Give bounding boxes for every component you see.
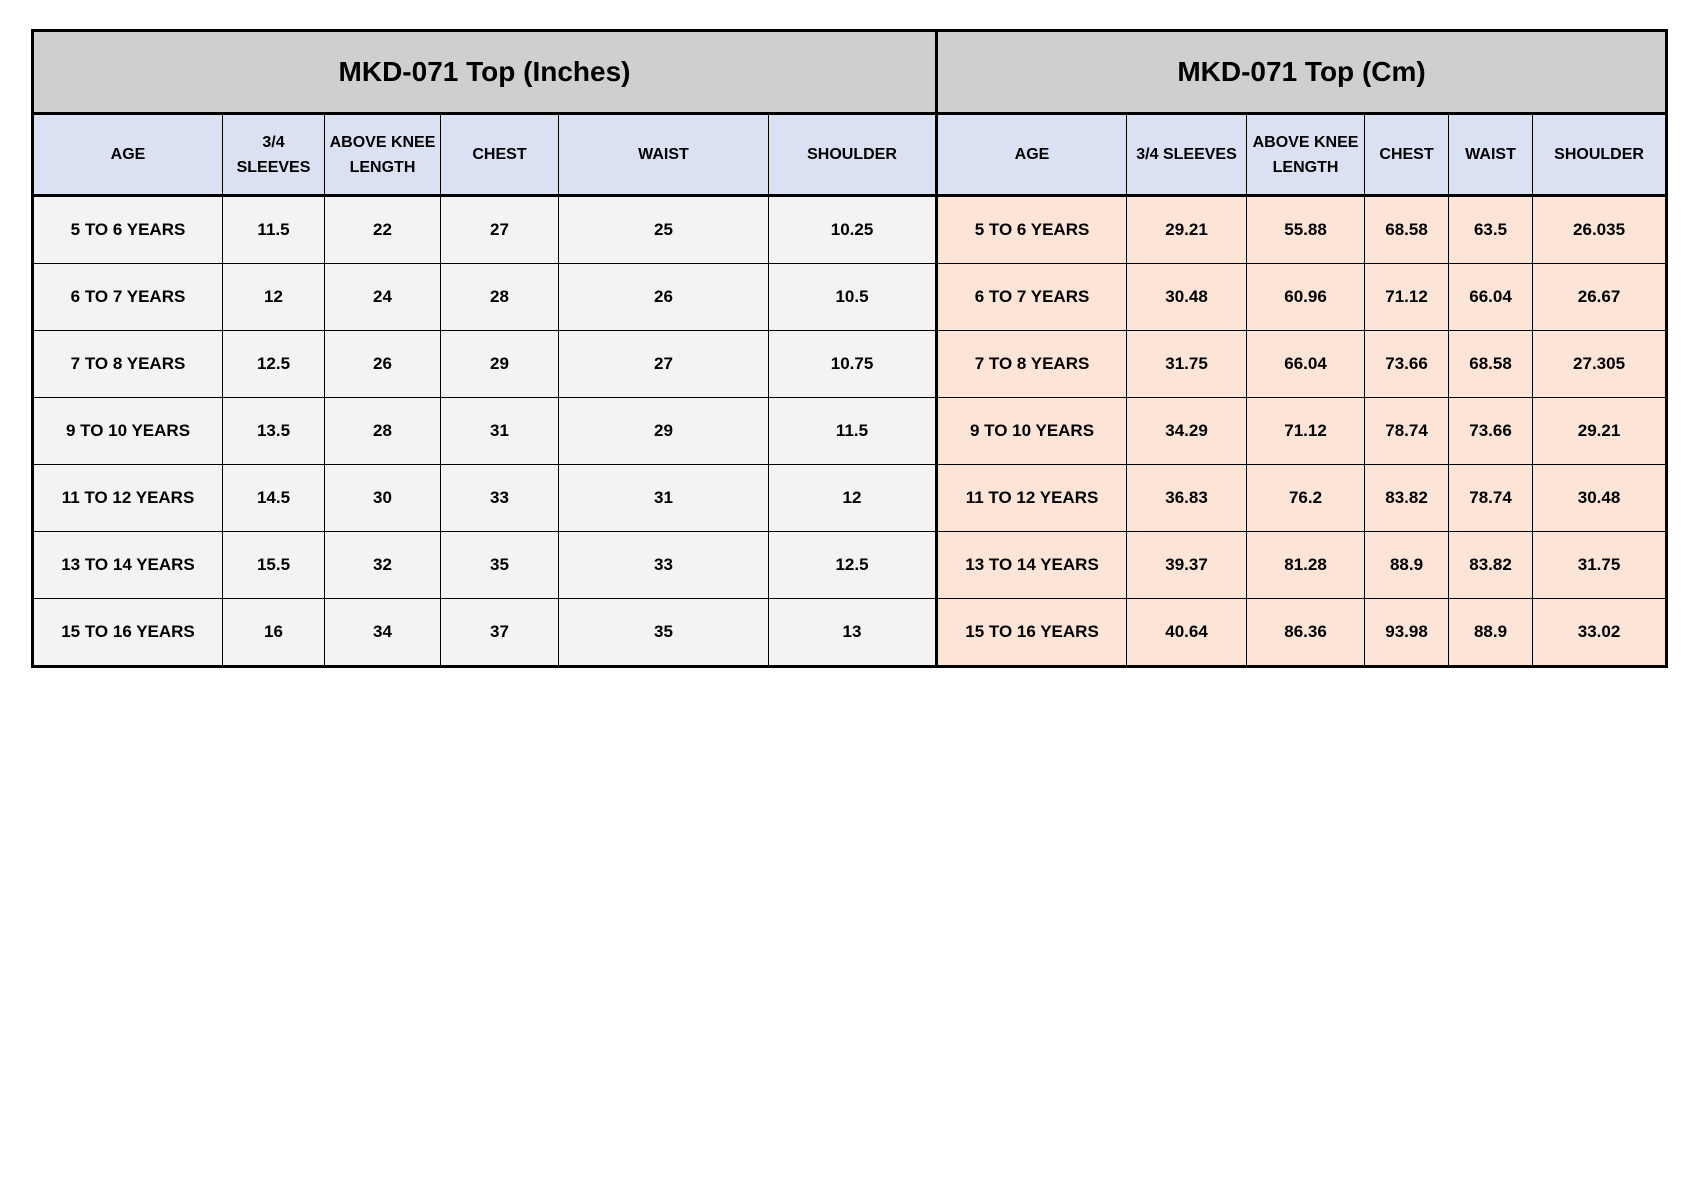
header-cm-age: AGE: [937, 114, 1127, 196]
value-cell-cm: 83.82: [1449, 532, 1533, 599]
header-cm-shoulder: SHOULDER: [1533, 114, 1667, 196]
header-cm-waist: WAIST: [1449, 114, 1533, 196]
age-cell-cm: 15 TO 16 YEARS: [937, 599, 1127, 667]
value-cell-cm: 31.75: [1127, 331, 1247, 398]
value-cell-cm: 78.74: [1365, 398, 1449, 465]
value-cell-inch: 35: [441, 532, 559, 599]
value-cell-inch: 28: [441, 264, 559, 331]
value-cell-inch: 10.5: [769, 264, 937, 331]
table-row: [33, 599, 1667, 667]
column-header-row: [33, 114, 1667, 196]
value-cell-cm: 26.035: [1533, 196, 1667, 264]
table-row: [33, 331, 1667, 398]
value-cell-cm: 27.305: [1533, 331, 1667, 398]
table-row: [33, 264, 1667, 331]
title-row: [33, 31, 1667, 114]
header-cm-above-knee-length: ABOVE KNEE LENGTH: [1247, 114, 1365, 196]
value-cell-inch: 11.5: [769, 398, 937, 465]
value-cell-inch: 16: [223, 599, 325, 667]
value-cell-cm: 66.04: [1247, 331, 1365, 398]
value-cell-cm: 29.21: [1533, 398, 1667, 465]
age-cell-cm: 9 TO 10 YEARS: [937, 398, 1127, 465]
value-cell-inch: 12: [769, 465, 937, 532]
value-cell-inch: 24: [325, 264, 441, 331]
value-cell-inch: 37: [441, 599, 559, 667]
value-cell-inch: 35: [559, 599, 769, 667]
table-row: [33, 532, 1667, 599]
value-cell-inch: 26: [559, 264, 769, 331]
value-cell-cm: 93.98: [1365, 599, 1449, 667]
value-cell-inch: 12.5: [769, 532, 937, 599]
inches-table-title: MKD-071 Top (Inches): [33, 31, 937, 114]
value-cell-cm: 76.2: [1247, 465, 1365, 532]
value-cell-cm: 30.48: [1127, 264, 1247, 331]
value-cell-inch: 15.5: [223, 532, 325, 599]
value-cell-inch: 12: [223, 264, 325, 331]
header-inch-shoulder: SHOULDER: [769, 114, 937, 196]
value-cell-cm: 88.9: [1365, 532, 1449, 599]
value-cell-inch: 13: [769, 599, 937, 667]
value-cell-inch: 22: [325, 196, 441, 264]
value-cell-cm: 86.36: [1247, 599, 1365, 667]
value-cell-inch: 34: [325, 599, 441, 667]
value-cell-cm: 26.67: [1533, 264, 1667, 331]
age-cell-cm: 13 TO 14 YEARS: [937, 532, 1127, 599]
age-cell-cm: 6 TO 7 YEARS: [937, 264, 1127, 331]
header-inch-3-4-sleeves: 3/4 SLEEVES: [223, 114, 325, 196]
cm-table-title: MKD-071 Top (Cm): [937, 31, 1667, 114]
value-cell-inch: 12.5: [223, 331, 325, 398]
age-cell-cm: 11 TO 12 YEARS: [937, 465, 1127, 532]
table-row: [33, 465, 1667, 532]
size-table-body: [33, 196, 1667, 667]
header-inch-age: AGE: [33, 114, 223, 196]
age-cell-inch: 13 TO 14 YEARS: [33, 532, 223, 599]
header-inch-above-knee-length: ABOVE KNEE LENGTH: [325, 114, 441, 196]
value-cell-inch: 33: [559, 532, 769, 599]
value-cell-inch: 25: [559, 196, 769, 264]
table-row: [33, 398, 1667, 465]
header-cm-3-4-sleeves: 3/4 SLEEVES: [1127, 114, 1247, 196]
value-cell-cm: 60.96: [1247, 264, 1365, 331]
value-cell-inch: 26: [325, 331, 441, 398]
value-cell-cm: 78.74: [1449, 465, 1533, 532]
value-cell-cm: 31.75: [1533, 532, 1667, 599]
value-cell-inch: 32: [325, 532, 441, 599]
value-cell-cm: 39.37: [1127, 532, 1247, 599]
value-cell-inch: 11.5: [223, 196, 325, 264]
header-cm-chest: CHEST: [1365, 114, 1449, 196]
value-cell-cm: 55.88: [1247, 196, 1365, 264]
value-cell-cm: 29.21: [1127, 196, 1247, 264]
age-cell-inch: 9 TO 10 YEARS: [33, 398, 223, 465]
value-cell-inch: 14.5: [223, 465, 325, 532]
header-inch-waist: WAIST: [559, 114, 769, 196]
table-row: [33, 196, 1667, 264]
value-cell-inch: 29: [559, 398, 769, 465]
age-cell-cm: 7 TO 8 YEARS: [937, 331, 1127, 398]
age-cell-inch: 7 TO 8 YEARS: [33, 331, 223, 398]
value-cell-cm: 73.66: [1365, 331, 1449, 398]
value-cell-cm: 33.02: [1533, 599, 1667, 667]
value-cell-cm: 34.29: [1127, 398, 1247, 465]
value-cell-inch: 31: [441, 398, 559, 465]
age-cell-inch: 11 TO 12 YEARS: [33, 465, 223, 532]
value-cell-cm: 36.83: [1127, 465, 1247, 532]
value-cell-cm: 71.12: [1365, 264, 1449, 331]
value-cell-cm: 63.5: [1449, 196, 1533, 264]
value-cell-cm: 81.28: [1247, 532, 1365, 599]
value-cell-cm: 30.48: [1533, 465, 1667, 532]
age-cell-inch: 5 TO 6 YEARS: [33, 196, 223, 264]
value-cell-cm: 83.82: [1365, 465, 1449, 532]
value-cell-cm: 73.66: [1449, 398, 1533, 465]
value-cell-inch: 10.25: [769, 196, 937, 264]
value-cell-cm: 71.12: [1247, 398, 1365, 465]
value-cell-cm: 66.04: [1449, 264, 1533, 331]
value-cell-cm: 68.58: [1449, 331, 1533, 398]
value-cell-cm: 40.64: [1127, 599, 1247, 667]
value-cell-inch: 30: [325, 465, 441, 532]
value-cell-inch: 33: [441, 465, 559, 532]
age-cell-inch: 6 TO 7 YEARS: [33, 264, 223, 331]
value-cell-cm: 68.58: [1365, 196, 1449, 264]
value-cell-inch: 29: [441, 331, 559, 398]
age-cell-cm: 5 TO 6 YEARS: [937, 196, 1127, 264]
value-cell-inch: 28: [325, 398, 441, 465]
value-cell-inch: 27: [441, 196, 559, 264]
value-cell-cm: 88.9: [1449, 599, 1533, 667]
value-cell-inch: 27: [559, 331, 769, 398]
size-chart-table: [31, 29, 1668, 668]
header-inch-chest: CHEST: [441, 114, 559, 196]
value-cell-inch: 10.75: [769, 331, 937, 398]
value-cell-inch: 31: [559, 465, 769, 532]
age-cell-inch: 15 TO 16 YEARS: [33, 599, 223, 667]
value-cell-inch: 13.5: [223, 398, 325, 465]
